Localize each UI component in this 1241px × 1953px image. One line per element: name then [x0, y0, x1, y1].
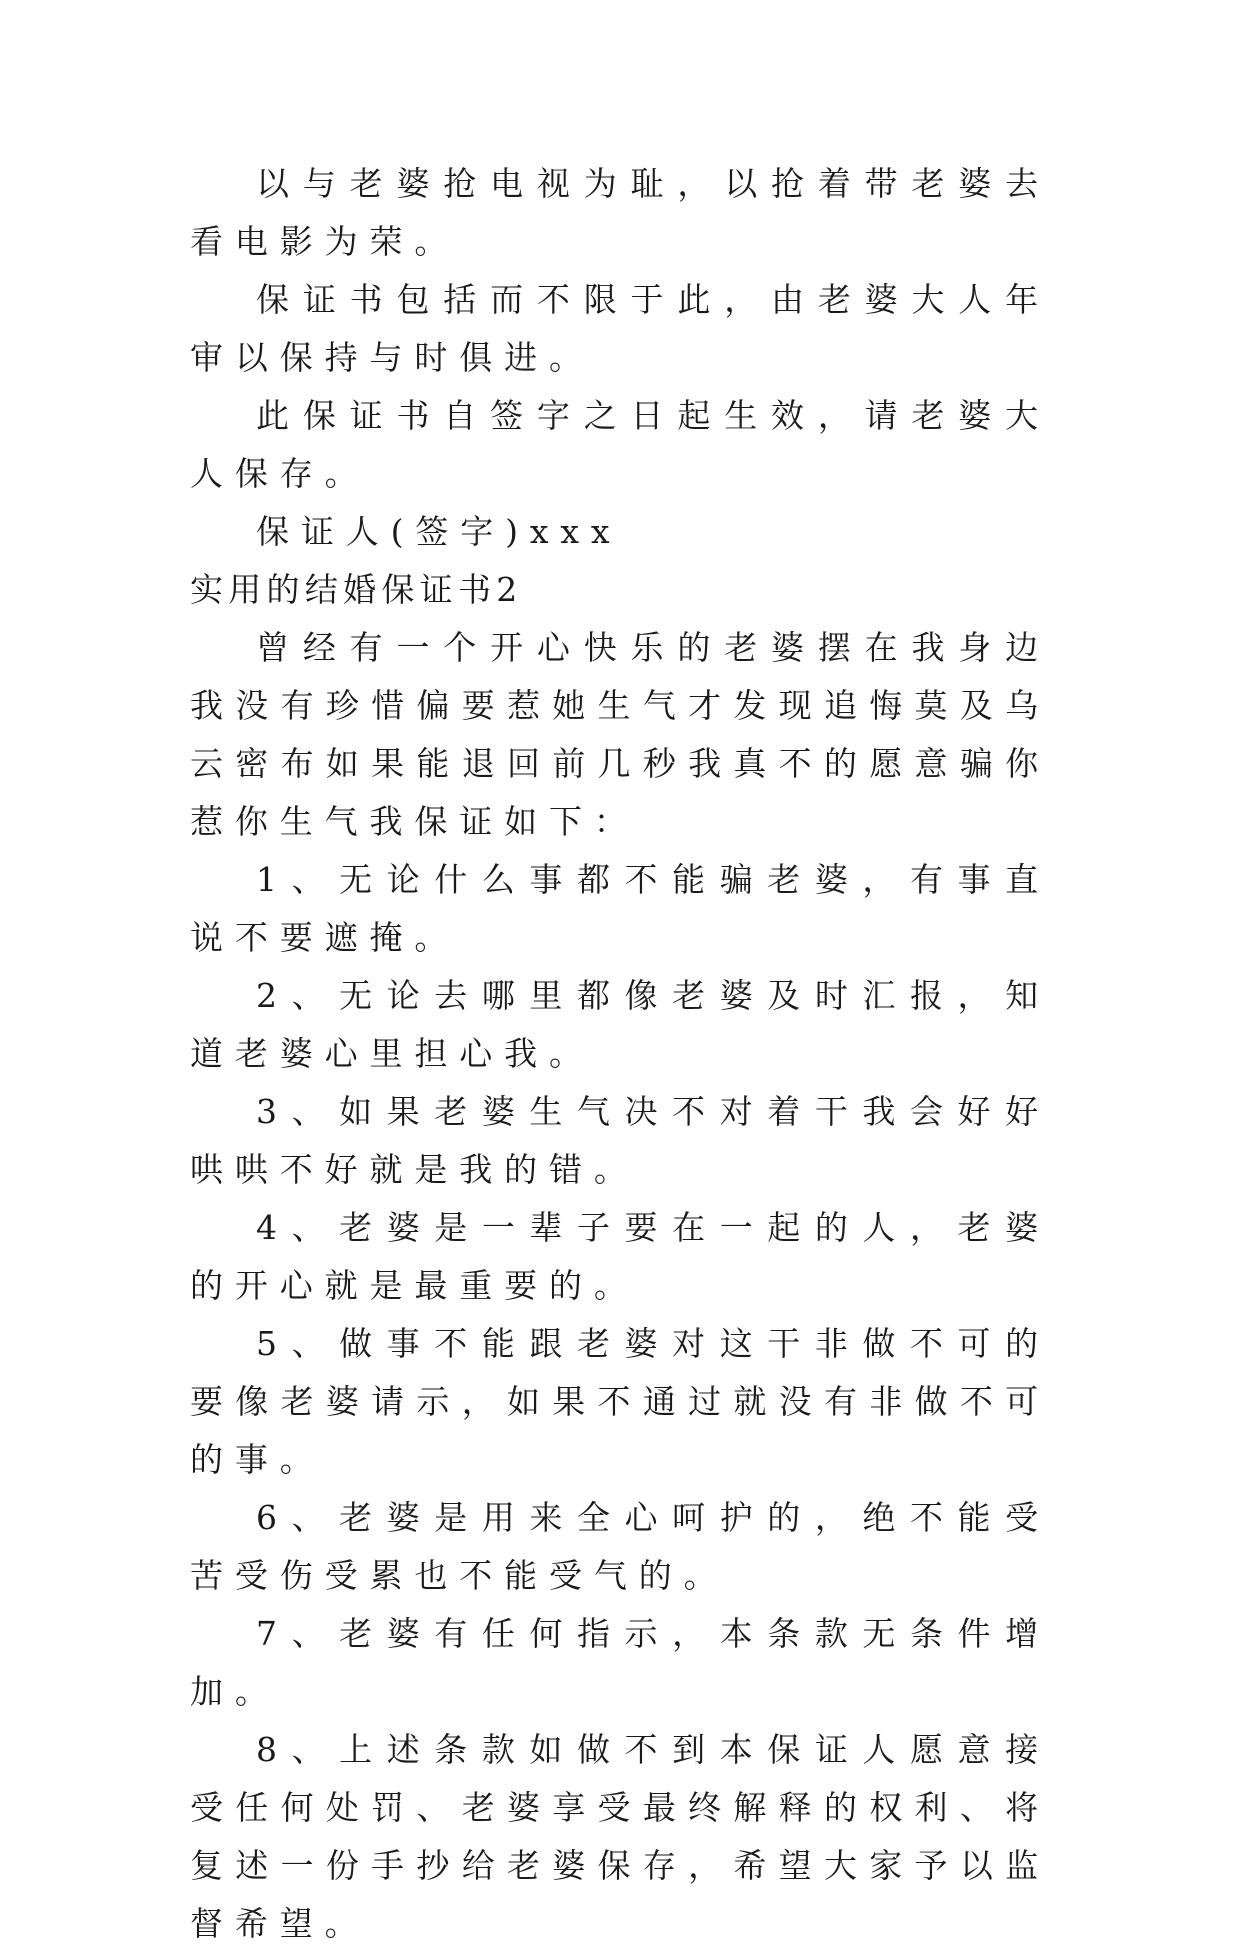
section-heading: 实用的结婚保证书2	[190, 570, 523, 609]
list-item: 6、老婆是用来全心呵护的，绝不能受苦受伤受累也不能受气的。	[190, 1498, 1050, 1595]
list-item: 7、老婆有任何指示，本条款无条件增加。	[190, 1614, 1050, 1711]
paragraph: 曾经有一个开心快乐的老婆摆在我身边我没有珍惜偏要惹她生气才发现追悔莫及乌云密布如果能退回前几秒我真不的愿意骗你惹你生气我保证如下：	[190, 628, 1050, 841]
list-item: 5、做事不能跟老婆对这干非做不可的要像老婆请示，如果不通过就没有非做不可的事。	[190, 1324, 1050, 1479]
list-item: 4、老婆是一辈子要在一起的人，老婆的开心就是最重要的。	[190, 1208, 1050, 1305]
document-body	[190, 155, 1050, 1953]
list-item: 3、如果老婆生气决不对着干我会好好哄哄不好就是我的错。	[190, 1092, 1050, 1189]
list-item: 1、无论什么事都不能骗老婆，有事直说不要遮掩。	[190, 860, 1050, 957]
paragraph: 以与老婆抢电视为耻，以抢着带老婆去看电影为荣。	[190, 164, 1050, 261]
list-item: 2、无论去哪里都像老婆及时汇报，知道老婆心里担心我。	[190, 976, 1050, 1073]
signature-line: 保证人(签字)xxx	[256, 512, 622, 551]
paragraph: 此保证书自签字之日起生效，请老婆大人保存。	[190, 396, 1050, 493]
paragraph: 保证书包括而不限于此，由老婆大人年审以保持与时俱进。	[190, 280, 1050, 377]
list-item: 8、上述条款如做不到本保证人愿意接受任何处罚、老婆享受最终解释的权利、将复述一份手抄给老婆保存，希望大家予以监督希望。	[190, 1730, 1050, 1943]
